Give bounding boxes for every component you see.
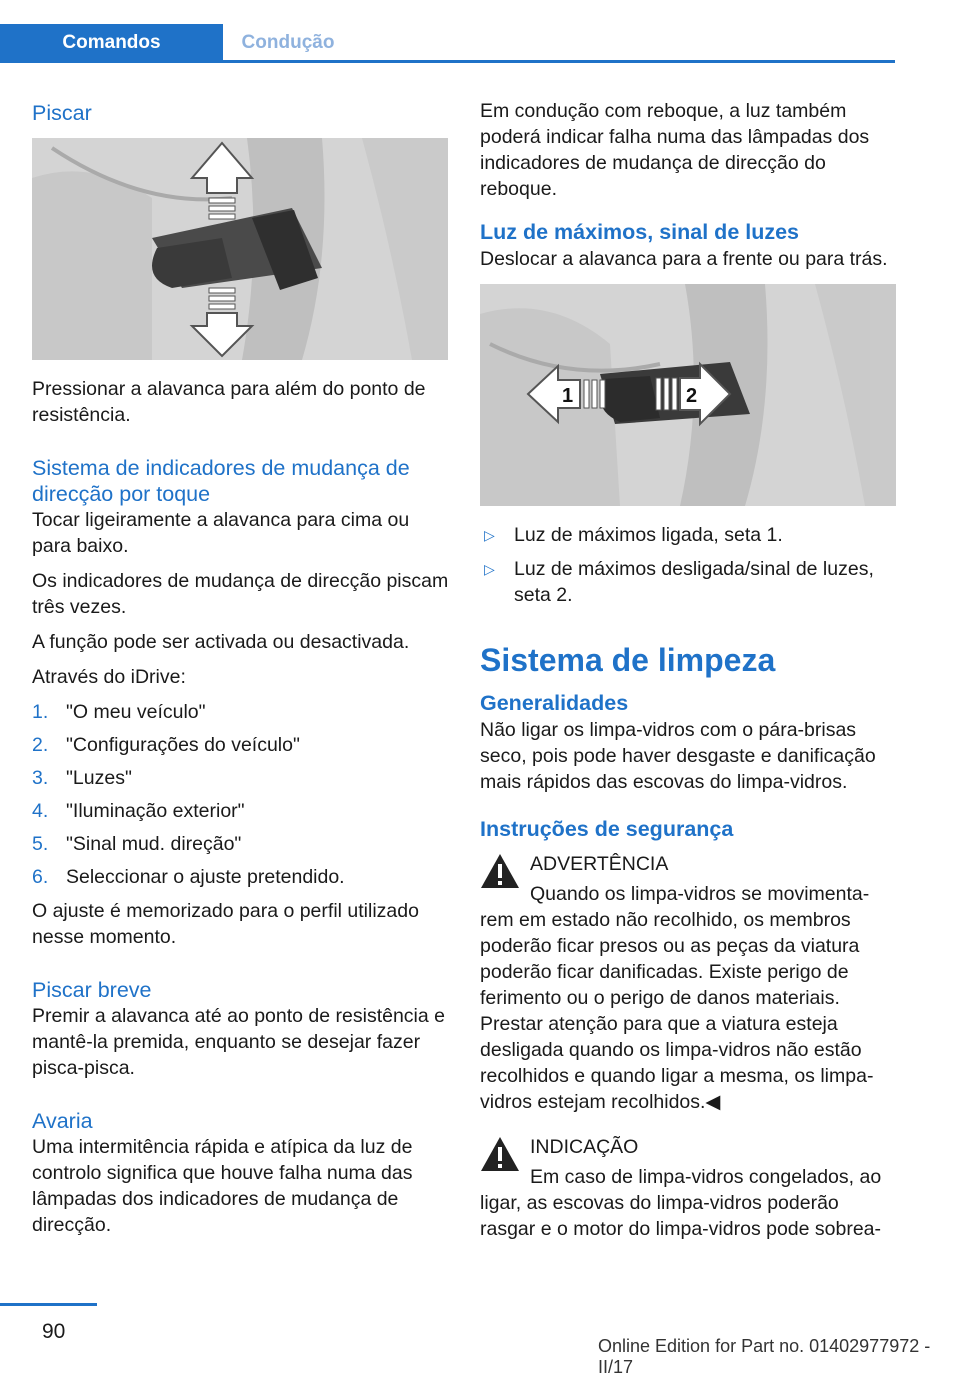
triangle-bullet-icon: ▷ (484, 527, 495, 543)
idrive-steps (32, 699, 450, 890)
p-reboque: Em condução com reboque, a luz também poderá indicar falha numa das lâmpadas dos indicadores de mudança de direcção do reboque. (480, 100, 870, 200)
heading-maximos: Luz de máximos, sinal de luzes (480, 220, 800, 244)
p-tocar: Tocar ligeiramente a alavanca para cima ou para baixo. (32, 509, 410, 557)
tab-comandos[interactable]: Comandos (0, 24, 223, 62)
heading-toque: Sistema de indicadores de mudança de direcção por toque (32, 456, 410, 506)
list-item: 5. "Sinal mud. direção" (32, 833, 242, 855)
heading-piscar: Piscar (32, 101, 92, 125)
warning-triangle-icon (480, 853, 520, 889)
warning-text-first: Quando os limpa-vidros se movimenta- (530, 883, 870, 905)
p-premir: Premir a alavanca até ao ponto de resistência e mantê-la premida, enquanto se desejar fazer pisca-pisca. (32, 1005, 445, 1079)
triangle-bullet-icon: ▷ (484, 561, 495, 577)
high-beam-lever-illustration (480, 284, 896, 506)
heading-avaria: Avaria (32, 1109, 93, 1133)
list-item: 1. "O meu veículo" (32, 701, 206, 723)
list-item: ▷ Luz de máximos desligada/sinal de luzes, seta 2. (484, 558, 874, 606)
p-ajuste: O ajuste é memorizado para o perfil utilizado nesse momento. (32, 900, 419, 948)
list-item: 3. "Luzes" (32, 767, 132, 789)
tab-underline (0, 60, 895, 63)
p-funcao: A função pode ser activada ou desactivada. (32, 631, 410, 653)
arrow-label-1: 1 (562, 385, 574, 407)
p-atraves: Através do iDrive: (32, 666, 186, 688)
p-indicadores: Os indicadores de mudança de direcção piscam três vezes. (32, 570, 449, 618)
list-item: 4. "Iluminação exterior" (32, 800, 245, 822)
note-title: INDICAÇÃO (530, 1136, 639, 1158)
high-beam-bullets (480, 522, 898, 608)
note-text-first: Em caso de limpa-vidros congelados, ao (530, 1166, 882, 1188)
p-deslocar: Deslocar a alavanca para a frente ou para trás. (480, 248, 888, 270)
edition-note: Online Edition for Part no. 01402977972 - II/17 (598, 1336, 931, 1377)
p-naoligar: Não ligar os limpa-vidros com o pára-brisas seco, pois pode haver desgaste e danificação mais rápidos das escovas do limpa-vidros. (480, 719, 876, 793)
turn-signal-lever-illustration (32, 138, 448, 360)
note-text: ligar, as escovas do limpa-vidros poderão rasgar e o motor do limpa-vidros pode sobrea- (480, 1192, 882, 1240)
heading-generalidades: Generalidades (480, 691, 629, 715)
list-item: ▷ Luz de máximos ligada, seta 1. (484, 524, 783, 546)
warning-title: ADVERTÊNCIA (530, 853, 669, 875)
footer-rule (0, 1303, 97, 1306)
warning-text: rem em estado não recolhido, os membros poderão ficar presos ou as peças da viatura poderão ficar danificadas. Existe perigo de ferimento ou o perigo de danos materiais. Prestar atenção para que a viatura esteja desligada quando os limpa-vidros não estão recolhidos e quando ligar a mesma, os limpa-vidros estejam recolhidos.◀ (480, 909, 874, 1113)
figure-high-beam-lever (480, 284, 896, 506)
list-item: 6. Seleccionar o ajuste pretendido. (32, 866, 345, 888)
note-block (480, 1134, 898, 1242)
p-pressionar: Pressionar a alavanca para além do ponto de resistência. (32, 378, 426, 426)
heading-seguranca: Instruções de segurança (480, 817, 734, 841)
note-triangle-icon (480, 1136, 520, 1172)
p-intermitencia: Uma intermitência rápida e atípica da luz de controlo significa que houve falha numa das lâmpadas dos indicadores de mudança de direcção. (32, 1136, 413, 1236)
list-item: 2. "Configurações do veículo" (32, 734, 300, 756)
arrow-label-2: 2 (686, 385, 698, 407)
tab-conducao[interactable]: Condução (241, 32, 335, 53)
page-number: 90 (42, 1320, 66, 1343)
warning-block (480, 851, 898, 1115)
heading-piscar-breve: Piscar breve (32, 978, 152, 1002)
right-column (480, 98, 898, 1251)
figure-turn-signal-lever (32, 138, 448, 360)
heading-sistema-limpeza: Sistema de limpeza (480, 642, 776, 678)
section-tabs (0, 0, 895, 64)
left-column (32, 100, 450, 1247)
